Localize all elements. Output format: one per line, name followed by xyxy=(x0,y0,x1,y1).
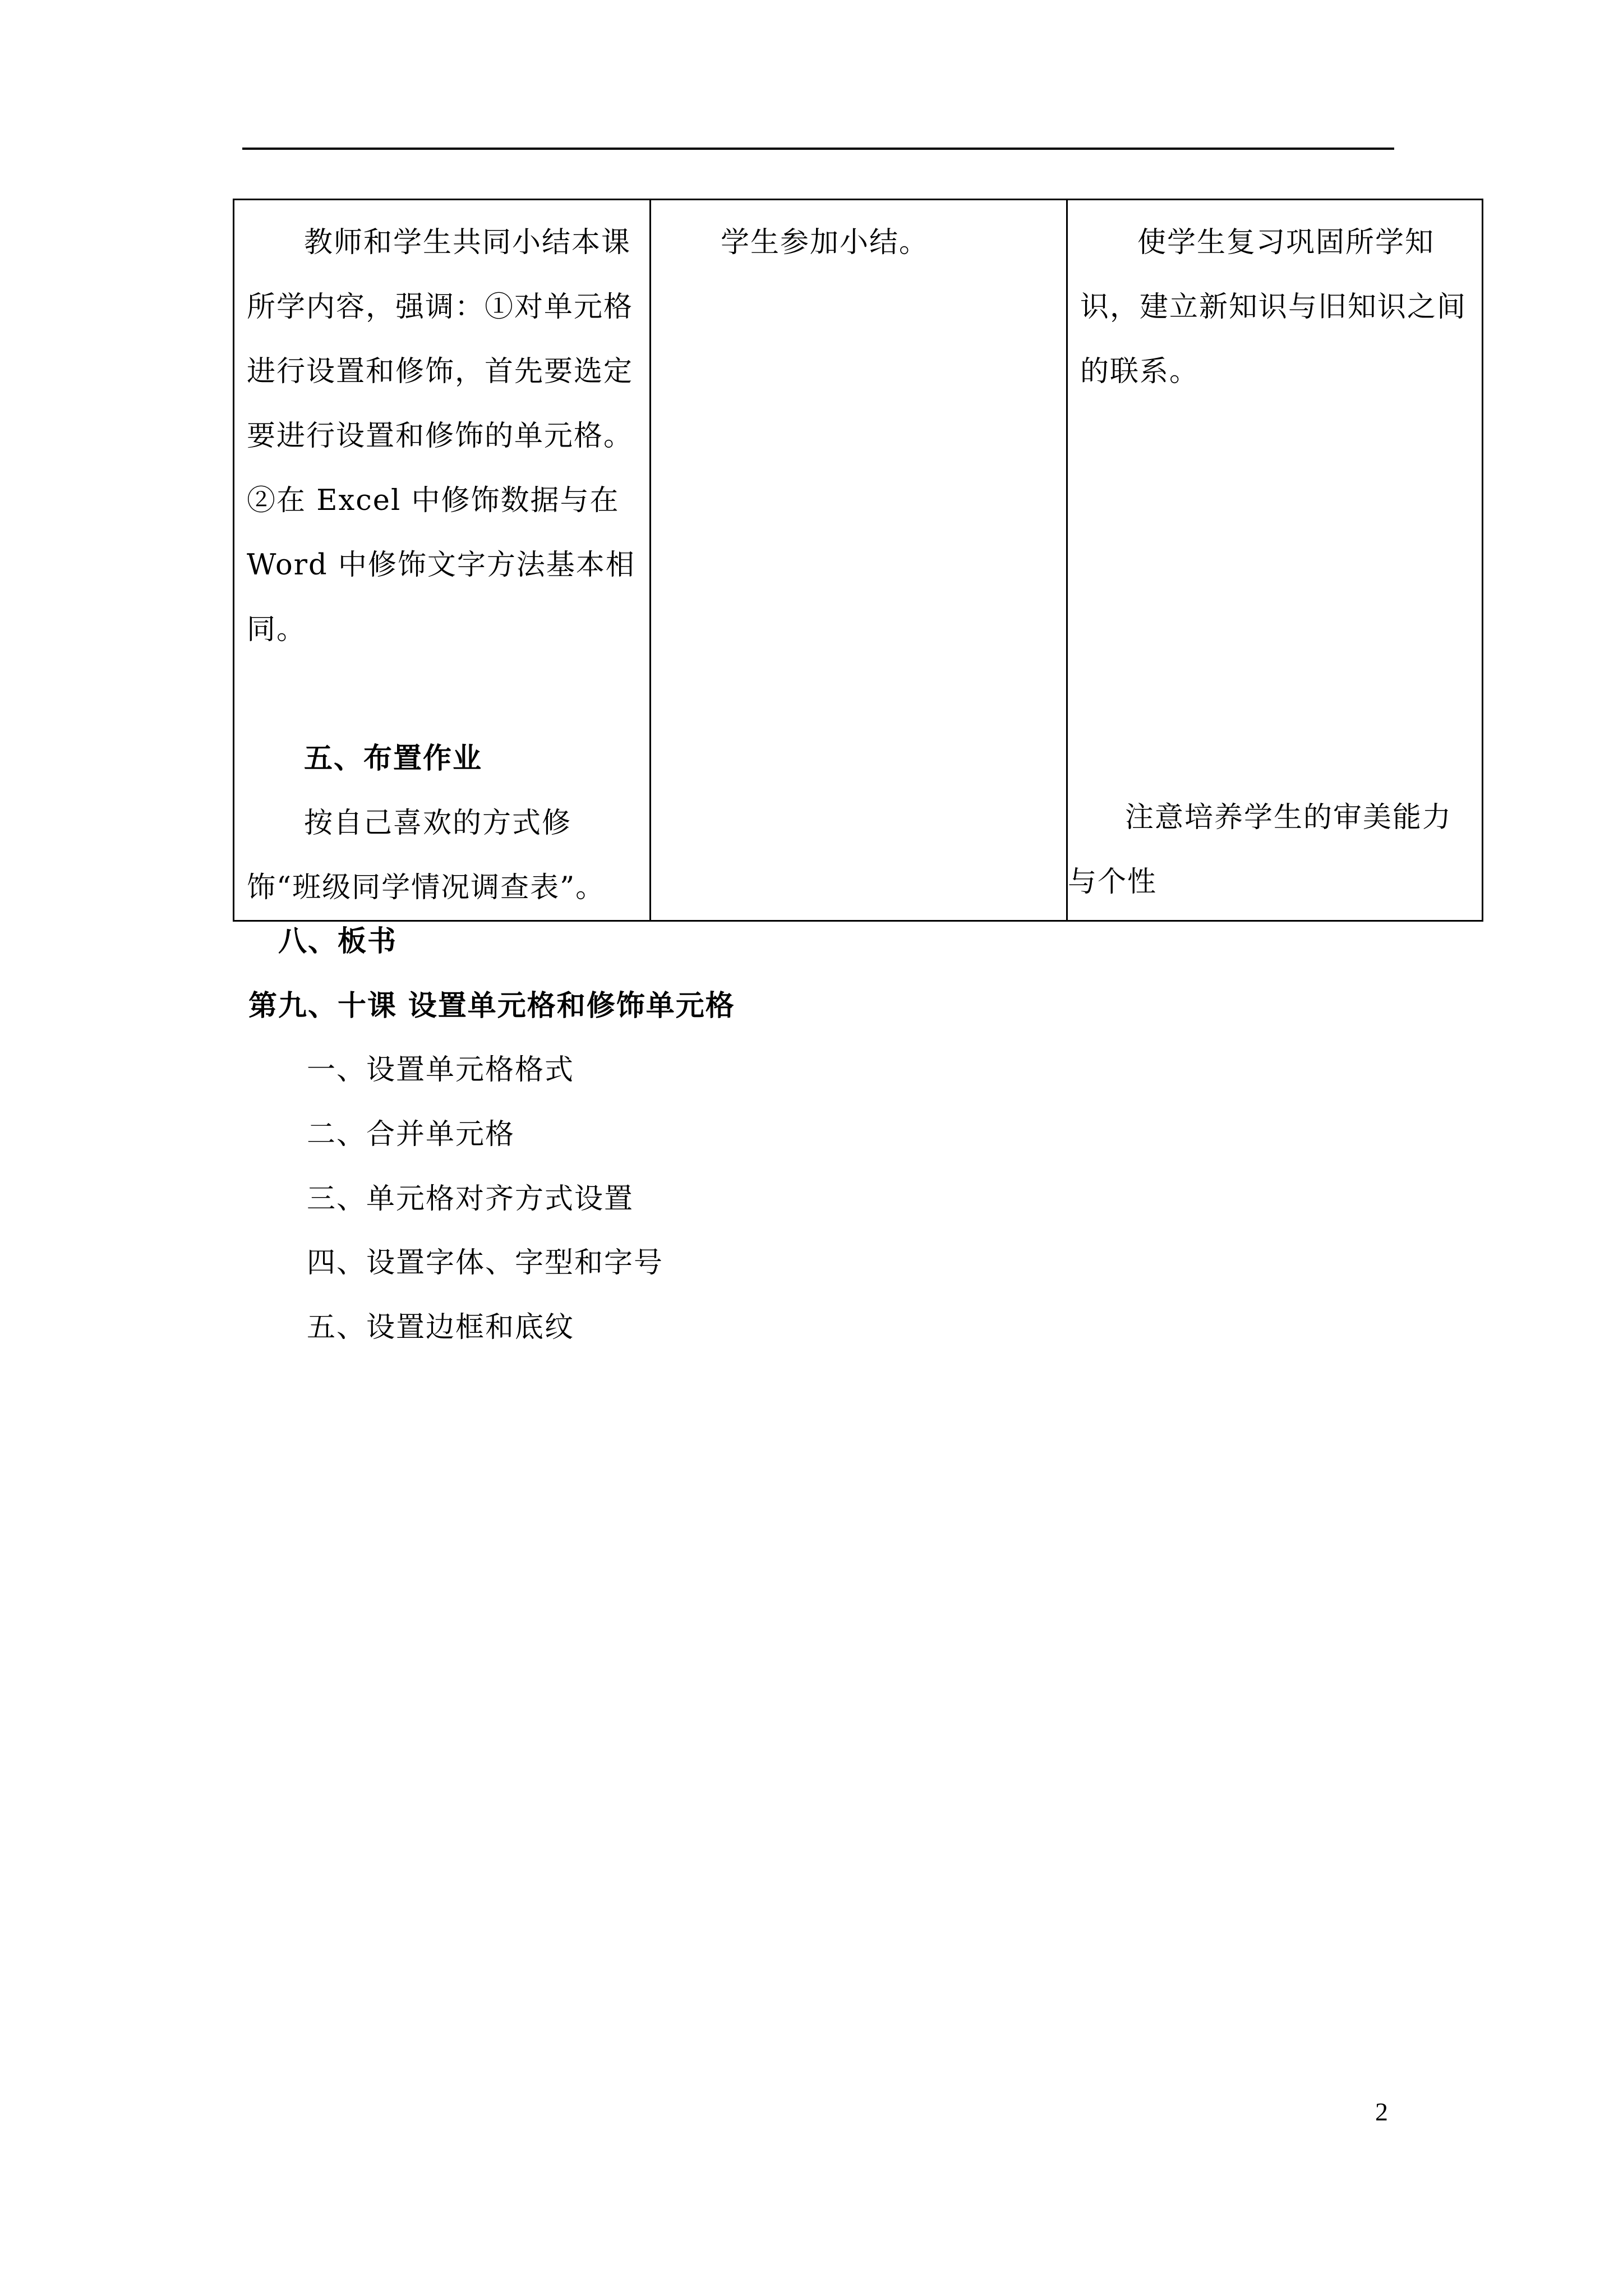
board-item: 四、设置字体、字型和字号 xyxy=(307,1246,664,1280)
table-row xyxy=(234,200,1483,921)
aesthetic-note-text: 注意培养学生的审美能力与个性 xyxy=(1068,801,1453,899)
design-intent-cell xyxy=(1067,200,1483,921)
student-activity-text: 学生参加小结。 xyxy=(721,226,929,259)
board-item: 二、合并单元格 xyxy=(307,1118,515,1151)
board-item: 五、设置边框和底纹 xyxy=(307,1311,575,1344)
board-heading: 八、板书 xyxy=(278,924,398,958)
design-intent-text: 使学生复习巩固所学知识，建立新知识与旧知识之间的联系。 xyxy=(1080,226,1467,388)
lesson-title: 第九、十课 设置单元格和修饰单元格 xyxy=(248,989,735,1023)
board-item: 一、设置单元格格式 xyxy=(307,1053,575,1087)
homework-text: 按自己喜欢的方式修饰“班级同学情况调查表”。 xyxy=(247,807,606,904)
header-rule xyxy=(242,148,1394,150)
board-item: 三、单元格对齐方式设置 xyxy=(307,1182,634,1216)
page-number: 2 xyxy=(1375,2097,1388,2126)
teacher-activity-cell xyxy=(234,200,651,921)
lesson-plan-table xyxy=(233,199,1483,922)
homework-heading: 五、布置作业 xyxy=(304,742,483,775)
student-activity-cell xyxy=(651,200,1067,921)
summary-text: 教师和学生共同小结本课所学内容，强调：①对单元格进行设置和修饰，首先要选定要进行设置和修饰的单元格。②在 Excel 中修饰数据与在 Word 中修饰文字方法基本相同。 xyxy=(247,226,635,646)
